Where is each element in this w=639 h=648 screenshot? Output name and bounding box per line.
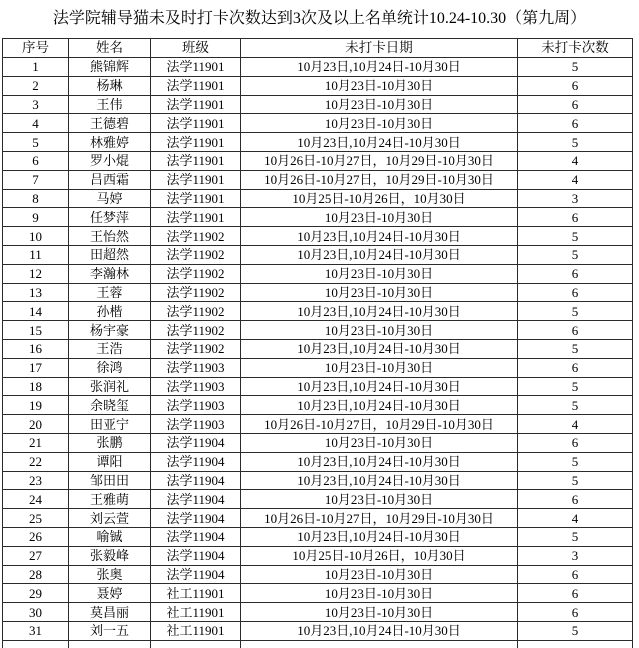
table-row: [3, 245, 633, 264]
cell-missed-count: 6: [518, 490, 633, 509]
cell-index: 4: [3, 114, 69, 133]
cell-index: [3, 640, 69, 648]
cell-missed-dates: [241, 640, 518, 648]
cell-missed-dates: 10月23日,10月24日-10月30日: [241, 471, 518, 490]
cell-name: 刘一五: [69, 621, 151, 640]
cell-missed-count: 6: [518, 76, 633, 95]
table-row: [3, 584, 633, 603]
cell-index: 20: [3, 415, 69, 434]
table-row: [3, 76, 633, 95]
cell-class: 法学11901: [151, 95, 241, 114]
cell-missed-dates: 10月23日-10月30日: [241, 321, 518, 340]
table-row: [3, 396, 633, 415]
header-missed-count: 未打卡次数: [518, 39, 633, 58]
cell-class: 法学11902: [151, 227, 241, 246]
cell-index: 25: [3, 509, 69, 528]
cell-index: 1: [3, 58, 69, 77]
cell-missed-dates: 10月23日-10月30日: [241, 114, 518, 133]
cell-index: 21: [3, 433, 69, 452]
cell-name: 王怡然: [69, 227, 151, 246]
cell-name: 王伟: [69, 95, 151, 114]
cell-missed-dates: 10月23日-10月30日: [241, 283, 518, 302]
cell-missed-dates: 10月26日-10月27日，10月29日-10月30日: [241, 509, 518, 528]
cell-class: 法学11904: [151, 471, 241, 490]
cell-missed-count: 5: [518, 227, 633, 246]
cell-missed-count: 5: [518, 396, 633, 415]
cell-name: 张鹏: [69, 433, 151, 452]
cell-missed-count: 5: [518, 245, 633, 264]
cell-missed-dates: 10月23日,10月24日-10月30日: [241, 339, 518, 358]
cell-missed-dates: 10月23日,10月24日-10月30日: [241, 621, 518, 640]
cell-class: 法学11902: [151, 283, 241, 302]
cell-class: 法学11903: [151, 396, 241, 415]
table-row: [3, 151, 633, 170]
cell-name: 张润礼: [69, 377, 151, 396]
cell-missed-dates: 10月23日-10月30日: [241, 433, 518, 452]
cell-name: 刘云萱: [69, 509, 151, 528]
cell-missed-dates: 10月23日-10月30日: [241, 76, 518, 95]
table-row: [3, 603, 633, 622]
table-row: [3, 264, 633, 283]
cell-index: 9: [3, 208, 69, 227]
cell-class: 法学11901: [151, 114, 241, 133]
cell-missed-count: 6: [518, 283, 633, 302]
cell-missed-count: 6: [518, 321, 633, 340]
cell-class: 法学11903: [151, 358, 241, 377]
cell-name: 喻铖: [69, 527, 151, 546]
cell-missed-count: 5: [518, 58, 633, 77]
cell-missed-dates: 10月23日-10月30日: [241, 95, 518, 114]
cell-class: [151, 640, 241, 648]
cell-name: 王雅萌: [69, 490, 151, 509]
cell-class: 社工11901: [151, 603, 241, 622]
cell-missed-count: 5: [518, 527, 633, 546]
table-row: [3, 58, 633, 77]
table-row: [3, 377, 633, 396]
cell-class: 社工11901: [151, 621, 241, 640]
table-row: [3, 339, 633, 358]
cell-missed-count: 5: [518, 302, 633, 321]
table-row: [3, 208, 633, 227]
cell-missed-dates: 10月23日-10月30日: [241, 584, 518, 603]
cell-name: 杨宇豪: [69, 321, 151, 340]
cell-class: 法学11904: [151, 546, 241, 565]
cell-missed-count: [518, 640, 633, 648]
cell-missed-dates: 10月23日-10月30日: [241, 603, 518, 622]
cell-missed-dates: 10月23日,10月24日-10月30日: [241, 302, 518, 321]
attendance-table: [2, 38, 633, 648]
table-row: [3, 321, 633, 340]
table-row: [3, 358, 633, 377]
cell-name: 田超然: [69, 245, 151, 264]
cell-class: 法学11903: [151, 377, 241, 396]
table-row: [3, 114, 633, 133]
cell-missed-count: 6: [518, 114, 633, 133]
cell-class: 法学11901: [151, 151, 241, 170]
cell-name: 孙楷: [69, 302, 151, 321]
cell-index: 6: [3, 151, 69, 170]
cell-index: 7: [3, 170, 69, 189]
cell-missed-count: 6: [518, 95, 633, 114]
table-row: [3, 283, 633, 302]
cell-name: 熊锦辉: [69, 58, 151, 77]
cell-index: 22: [3, 452, 69, 471]
cell-class: 法学11904: [151, 527, 241, 546]
cell-class: 法学11904: [151, 490, 241, 509]
cell-missed-dates: 10月23日-10月30日: [241, 264, 518, 283]
table-body: [3, 58, 633, 641]
cell-index: 30: [3, 603, 69, 622]
cell-name: 张毅峰: [69, 546, 151, 565]
cell-missed-dates: 10月25日-10月26日，10月30日: [241, 189, 518, 208]
cell-index: 29: [3, 584, 69, 603]
cell-class: 法学11901: [151, 208, 241, 227]
cell-class: 法学11904: [151, 565, 241, 584]
header-class: 班级: [151, 39, 241, 58]
cell-index: 18: [3, 377, 69, 396]
table-row: [3, 452, 633, 471]
cell-missed-count: 6: [518, 208, 633, 227]
cell-class: 法学11901: [151, 76, 241, 95]
cell-name: 谭阳: [69, 452, 151, 471]
cell-missed-dates: 10月23日,10月24日-10月30日: [241, 58, 518, 77]
cell-missed-count: 4: [518, 415, 633, 434]
cell-class: 法学11901: [151, 58, 241, 77]
cell-name: [69, 640, 151, 648]
cell-missed-count: 6: [518, 584, 633, 603]
table-row: [3, 133, 633, 152]
cell-name: 林雅婷: [69, 133, 151, 152]
cell-name: 王德碧: [69, 114, 151, 133]
cell-missed-dates: 10月23日-10月30日: [241, 358, 518, 377]
cell-name: 邹田田: [69, 471, 151, 490]
cell-missed-dates: 10月23日-10月30日: [241, 565, 518, 584]
cell-missed-count: 5: [518, 621, 633, 640]
header-name: 姓名: [69, 39, 151, 58]
table-row: [3, 415, 633, 434]
cell-missed-dates: 10月23日,10月24日-10月30日: [241, 377, 518, 396]
cell-missed-dates: 10月25日-10月26日，10月30日: [241, 546, 518, 565]
cell-missed-dates: 10月26日-10月27日，10月29日-10月30日: [241, 415, 518, 434]
cell-name: 余晓玺: [69, 396, 151, 415]
cell-missed-dates: 10月23日,10月24日-10月30日: [241, 527, 518, 546]
cell-missed-count: 6: [518, 565, 633, 584]
cell-missed-count: 6: [518, 603, 633, 622]
cell-missed-dates: 10月23日-10月30日: [241, 208, 518, 227]
cell-missed-count: 5: [518, 133, 633, 152]
cell-missed-count: 5: [518, 452, 633, 471]
report-title: 法学院辅导猫未及时打卡次数达到3次及以上名单统计10.24-10.30（第九周）: [52, 10, 587, 27]
cell-name: 徐鸿: [69, 358, 151, 377]
cell-missed-count: 6: [518, 264, 633, 283]
cell-class: 社工11901: [151, 584, 241, 603]
cell-index: 28: [3, 565, 69, 584]
header-index: 序号: [3, 39, 69, 58]
cell-missed-count: 4: [518, 170, 633, 189]
cell-name: 吕西霜: [69, 170, 151, 189]
cell-missed-dates: 10月23日-10月30日: [241, 490, 518, 509]
cell-missed-dates: 10月23日,10月24日-10月30日: [241, 396, 518, 415]
cell-index: 3: [3, 95, 69, 114]
table-row: [3, 227, 633, 246]
table-row: [3, 170, 633, 189]
cell-index: 11: [3, 245, 69, 264]
cell-index: 26: [3, 527, 69, 546]
cell-missed-dates: 10月23日,10月24日-10月30日: [241, 245, 518, 264]
cell-index: 19: [3, 396, 69, 415]
table-row: [3, 189, 633, 208]
cell-name: 聂婷: [69, 584, 151, 603]
cell-missed-dates: 10月23日,10月24日-10月30日: [241, 227, 518, 246]
table-row: [3, 565, 633, 584]
cell-class: 法学11903: [151, 415, 241, 434]
cell-missed-dates: 10月23日,10月24日-10月30日: [241, 133, 518, 152]
cell-name: 杨琳: [69, 76, 151, 95]
cell-class: 法学11904: [151, 452, 241, 471]
cell-name: 王浩: [69, 339, 151, 358]
table-row: [3, 471, 633, 490]
cell-missed-dates: 10月23日,10月24日-10月30日: [241, 452, 518, 471]
cell-name: 田亚宁: [69, 415, 151, 434]
cell-class: 法学11901: [151, 133, 241, 152]
header-row: [3, 39, 633, 58]
cell-class: 法学11904: [151, 509, 241, 528]
cell-missed-count: 3: [518, 546, 633, 565]
cell-missed-count: 5: [518, 471, 633, 490]
table-row: [3, 509, 633, 528]
cell-class: 法学11902: [151, 264, 241, 283]
table-row: [3, 490, 633, 509]
partial-cutoff-row: [3, 640, 633, 648]
cell-index: 5: [3, 133, 69, 152]
cell-name: 王蓉: [69, 283, 151, 302]
cell-class: 法学11902: [151, 302, 241, 321]
cell-class: 法学11901: [151, 170, 241, 189]
table-row: [3, 546, 633, 565]
cell-index: 14: [3, 302, 69, 321]
cell-missed-count: 4: [518, 509, 633, 528]
cell-index: 17: [3, 358, 69, 377]
cell-missed-count: 5: [518, 377, 633, 396]
cell-class: 法学11902: [151, 321, 241, 340]
cell-index: 23: [3, 471, 69, 490]
cell-name: 莫昌丽: [69, 603, 151, 622]
cell-class: 法学11904: [151, 433, 241, 452]
cell-name: 马婷: [69, 189, 151, 208]
cell-index: 2: [3, 76, 69, 95]
table-row: [3, 527, 633, 546]
cell-missed-count: 6: [518, 358, 633, 377]
cell-name: 张奥: [69, 565, 151, 584]
cell-index: 8: [3, 189, 69, 208]
cell-class: 法学11902: [151, 245, 241, 264]
cell-index: 31: [3, 621, 69, 640]
cell-index: 10: [3, 227, 69, 246]
cell-missed-dates: 10月26日-10月27日，10月29日-10月30日: [241, 151, 518, 170]
cell-index: 15: [3, 321, 69, 340]
cell-name: 罗小焜: [69, 151, 151, 170]
cell-missed-dates: 10月26日-10月27日，10月29日-10月30日: [241, 170, 518, 189]
header-missed-dates: 未打卡日期: [241, 39, 518, 58]
cell-index: 16: [3, 339, 69, 358]
table-row: [3, 95, 633, 114]
table-row: [3, 433, 633, 452]
cell-index: 27: [3, 546, 69, 565]
table-row: [3, 621, 633, 640]
cell-name: 李瀚林: [69, 264, 151, 283]
cell-index: 13: [3, 283, 69, 302]
cell-missed-count: 6: [518, 433, 633, 452]
cell-missed-count: 3: [518, 189, 633, 208]
cell-missed-count: 4: [518, 151, 633, 170]
table-row: [3, 302, 633, 321]
cell-index: 12: [3, 264, 69, 283]
cell-index: 24: [3, 490, 69, 509]
cell-class: 法学11901: [151, 189, 241, 208]
cell-missed-count: 5: [518, 339, 633, 358]
cell-class: 法学11902: [151, 339, 241, 358]
cell-name: 任梦萍: [69, 208, 151, 227]
